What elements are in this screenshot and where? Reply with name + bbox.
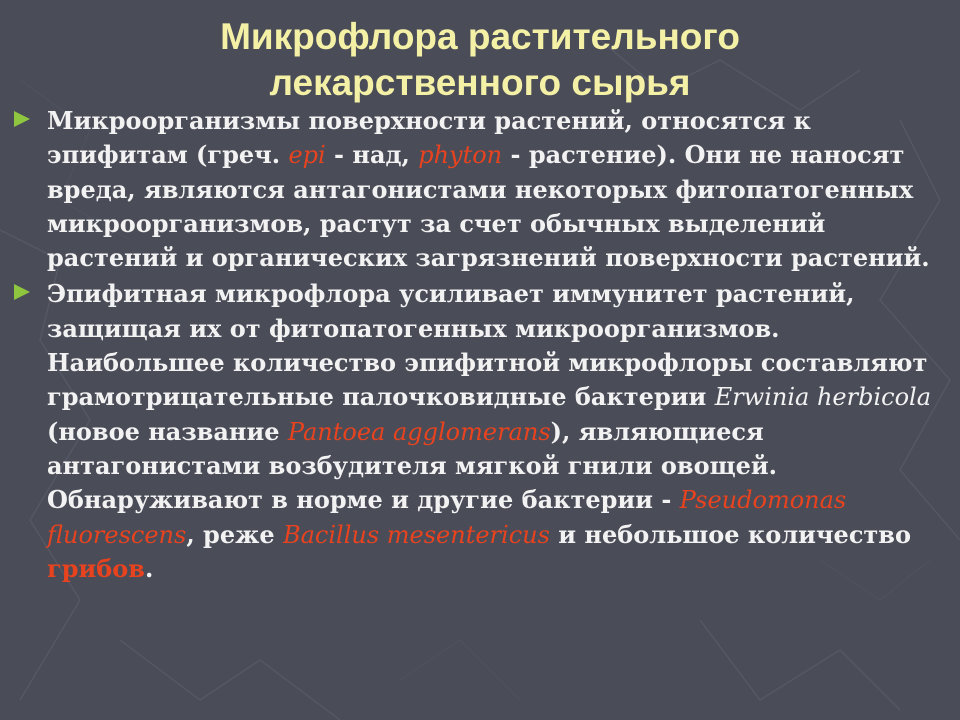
term-erwinia: Erwinia herbicola [714, 383, 932, 412]
slide-title [0, 14, 960, 106]
bullet-item-epiphytes [14, 104, 934, 275]
text-run: Эпифитная микрофлора усиливает иммунитет растений, защищая их от фитопатогенных микроорганизмов. Наибольшее количество эпифитной микрофлоры составляют грамотрицательные палочковидные бактерии [47, 279, 928, 412]
text-run: , реже [186, 519, 283, 549]
bullet-text [47, 277, 934, 586]
text-run: ), являющиеся антагонистами возбудителя мягкой гнили овощей. Обнаруживают в норме и другие бактерии - [47, 416, 777, 515]
term-bacillus: Bacillus mesentericus [282, 520, 550, 549]
title-line-1: Микрофлора растительного [220, 16, 740, 57]
term-fungi: грибов [47, 553, 145, 583]
text-run: - над, [325, 140, 419, 170]
bullet-arrow-icon [14, 109, 32, 129]
bullet-text [47, 104, 934, 275]
term-pantoea: Pantoea agglomerans [287, 417, 551, 446]
bullet-list [14, 104, 934, 588]
term-pseudomonas: Pseudomonas fluorescens [47, 486, 847, 549]
term-epi: epi [288, 141, 326, 170]
text-run: (новое название [47, 416, 288, 446]
bullet-arrow-icon [14, 282, 32, 302]
text-run: . [144, 553, 154, 583]
text-run: Микроорганизмы поверхности растений, относятся к эпифитам (греч. [47, 106, 811, 170]
term-phyton: phyton [418, 141, 503, 170]
title-line-2: лекарственного сырья [269, 62, 691, 103]
text-run: и небольшое количество [549, 519, 911, 549]
text-run: - растение). Они не наносят вреда, являются антагонистами некоторых фитопатогенных микроорганизмов, растут за счет обычных выделений растений и органических загрязнений поверхности растений. [47, 140, 930, 273]
bullet-item-epiphytic-microflora [14, 277, 934, 586]
